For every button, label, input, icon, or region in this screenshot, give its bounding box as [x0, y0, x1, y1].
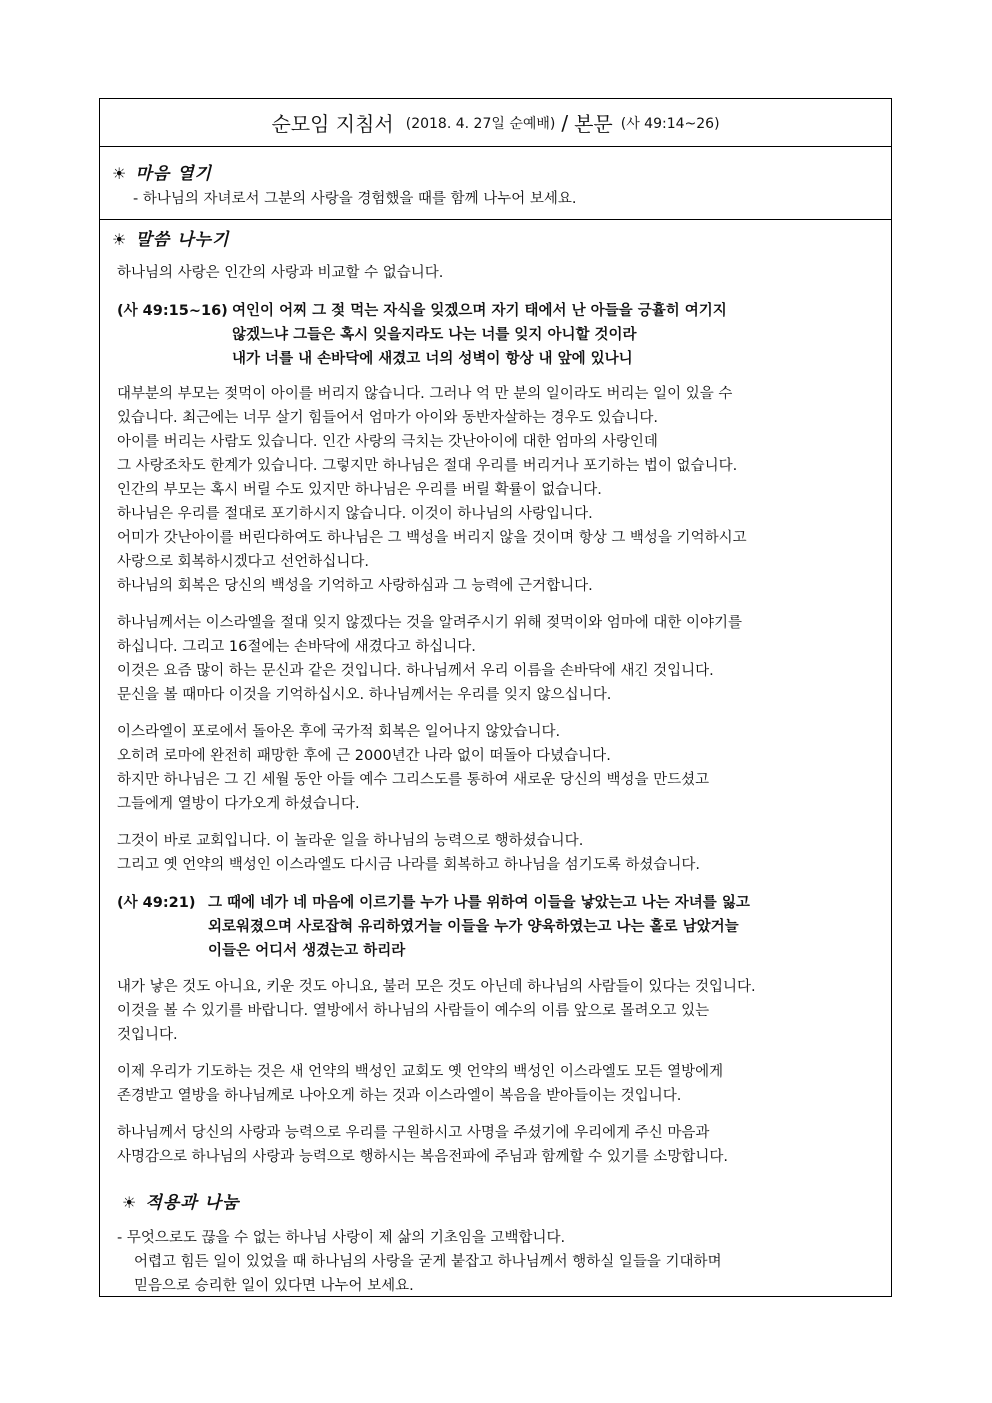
sun-icon: ☀: [112, 230, 128, 249]
section-open-heading: 마음 열기: [135, 164, 212, 184]
open-question: - 하나님의 자녀로서 그분의 사랑을 경험했을 때를 함께 나누어 보세요.: [133, 191, 577, 207]
para1-line: 있습니다. 최근에는 너무 살기 힘들어서 엄마가 아이와 동반자살하는 경우도 있습니다.: [117, 410, 658, 426]
para3-line: 오히려 로마에 완전히 패망한 후에 근 2000년간 나라 없이 떠돌아 다녔습니다.: [117, 748, 611, 764]
intro-line: 하나님의 사랑은 인간의 사랑과 비교할 수 없습니다.: [117, 265, 444, 281]
verse1-line: 내가 너를 내 손바닥에 새겼고 너의 성벽이 항상 내 앞에 있나니: [232, 351, 633, 367]
section-word-heading: 말씀 나누기: [135, 230, 230, 250]
apply-line: - 무엇으로도 끊을 수 없는 하나님 사랑이 제 삶의 기초임을 고백합니다.: [117, 1230, 566, 1246]
verse1-line: 않겠느냐 그들은 혹시 잊을지라도 나는 너를 잊지 아니할 것이라: [232, 327, 637, 343]
section-word-heading-row: [112, 225, 229, 250]
verse1-ref: (사 49:15~16): [117, 303, 228, 319]
scripture-reference: (사 49:14~26): [620, 115, 720, 132]
title-bar: [100, 99, 891, 147]
doc-date: (2018. 4. 27일 순예배): [405, 115, 556, 132]
text-label: 본문: [574, 112, 613, 136]
para4-line: 그리고 옛 언약의 백성인 이스라엘도 다시금 나라를 회복하고 하나님을 섬기도록 하셨습니다.: [117, 857, 700, 873]
para1-line: 하나님은 우리를 절대로 포기하시지 않습니다. 이것이 하나님의 사랑입니다.: [117, 506, 593, 522]
para6-line: 이제 우리가 기도하는 것은 새 언약의 백성인 교회도 옛 언약의 백성인 이스라엘도 모든 열방에게: [117, 1064, 724, 1080]
sun-icon: ☀: [112, 164, 128, 183]
para1-line: 대부분의 부모는 젖먹이 아이를 버리지 않습니다. 그러나 억 만 분의 일이라도 버리는 일이 있을 수: [117, 386, 733, 402]
verse2-ref: (사 49:21): [117, 895, 196, 911]
verse2-line: 그 때에 네가 네 마음에 이르기를 누가 나를 위하여 이들을 낳았는고 나는 자녀를 잃고: [208, 895, 750, 911]
para1-line: 인간의 부모는 혹시 버릴 수도 있지만 하나님은 우리를 버릴 확률이 없습니다.: [117, 482, 602, 498]
para2-line: 하십니다. 그리고 16절에는 손바닥에 새겼다고 하십니다.: [117, 639, 476, 655]
para2-line: 문신을 볼 때마다 이것을 기억하십시오. 하나님께서는 우리를 잊지 않으십니다.: [117, 687, 612, 703]
para1-line: 아이를 버리는 사람도 있습니다. 인간 사랑의 극치는 갓난아이에 대한 엄마의 사랑인데: [117, 434, 658, 450]
document-frame: [99, 98, 892, 1297]
para1-line: 사랑으로 회복하시겠다고 선언하십니다.: [117, 554, 369, 570]
para1-line: 하나님의 회복은 당신의 백성을 기억하고 사랑하심과 그 능력에 근거합니다.: [117, 578, 593, 594]
para5-line: 내가 낳은 것도 아니요, 키운 것도 아니요, 불러 모은 것도 아닌데 하나님의 사람들이 있다는 것입니다.: [117, 979, 756, 995]
section-open: [100, 147, 891, 220]
title-slash: /: [561, 110, 569, 135]
para4-line: 그것이 바로 교회입니다. 이 놀라운 일을 하나님의 능력으로 행하셨습니다.: [117, 833, 584, 849]
para5-line: 것입니다.: [117, 1027, 178, 1043]
para1-line: 어미가 갓난아이를 버린다하여도 하나님은 그 백성을 버리지 않을 것이며 항상 그 백성을 기억하시고: [117, 530, 747, 546]
apply-line: 어렵고 힘든 일이 있었을 때 하나님의 사랑을 굳게 붙잡고 하나님께서 행하실 일들을 기대하며: [134, 1254, 722, 1270]
verse2-line: 외로워졌으며 사로잡혀 유리하였거늘 이들을 누가 양육하였는고 나는 홀로 남았거늘: [208, 919, 739, 935]
section-open-heading-row: [112, 159, 212, 184]
sun-icon: ☀: [122, 1193, 138, 1212]
apply-line: 믿음으로 승리한 일이 있다면 나누어 보세요.: [134, 1278, 414, 1294]
verse1-line: 여인이 어찌 그 젖 먹는 자식을 잊겠으며 자기 태에서 난 아들을 긍휼히 여기지: [232, 303, 727, 319]
para1-line: 그 사랑조차도 한계가 있습니다. 그렇지만 하나님은 절대 우리를 버리거나 포기하는 법이 없습니다.: [117, 458, 738, 474]
verse2-line: 이들은 어디서 생겼는고 하리라: [208, 943, 406, 959]
para6-line: 존경받고 열방을 하나님께로 나아오게 하는 것과 이스라엘이 복음을 받아들이는 것입니다.: [117, 1088, 682, 1104]
para7-line: 사명감으로 하나님의 사랑과 능력으로 행하시는 복음전파에 주님과 함께할 수 있기를 소망합니다.: [117, 1149, 728, 1165]
para3-line: 그들에게 열방이 다가오게 하셨습니다.: [117, 796, 360, 812]
para3-line: 하지만 하나님은 그 긴 세월 동안 아들 예수 그리스도를 통하여 새로운 당신의 백성을 만드셨고: [117, 772, 710, 788]
doc-title: 순모임 지침서: [271, 112, 394, 136]
para2-line: 이것은 요즘 많이 하는 문신과 같은 것입니다. 하나님께서 우리 이름을 손바닥에 새긴 것입니다.: [117, 663, 714, 679]
para2-line: 하나님께서는 이스라엘을 절대 잊지 않겠다는 것을 알려주시기 위해 젖먹이와 엄마에 대한 이야기를: [117, 615, 742, 631]
section-apply-heading: 적용과 나눔: [145, 1193, 240, 1213]
para5-line: 이것을 볼 수 있기를 바랍니다. 열방에서 하나님의 사람들이 예수의 이름 앞으로 몰려오고 있는: [117, 1003, 710, 1019]
para7-line: 하나님께서 당신의 사랑과 능력으로 우리를 구원하시고 사명을 주셨기에 우리에게 주신 마음과: [117, 1125, 710, 1141]
para3-line: 이스라엘이 포로에서 돌아온 후에 국가적 회복은 일어나지 않았습니다.: [117, 724, 561, 740]
section-apply-heading-row: [122, 1188, 239, 1213]
